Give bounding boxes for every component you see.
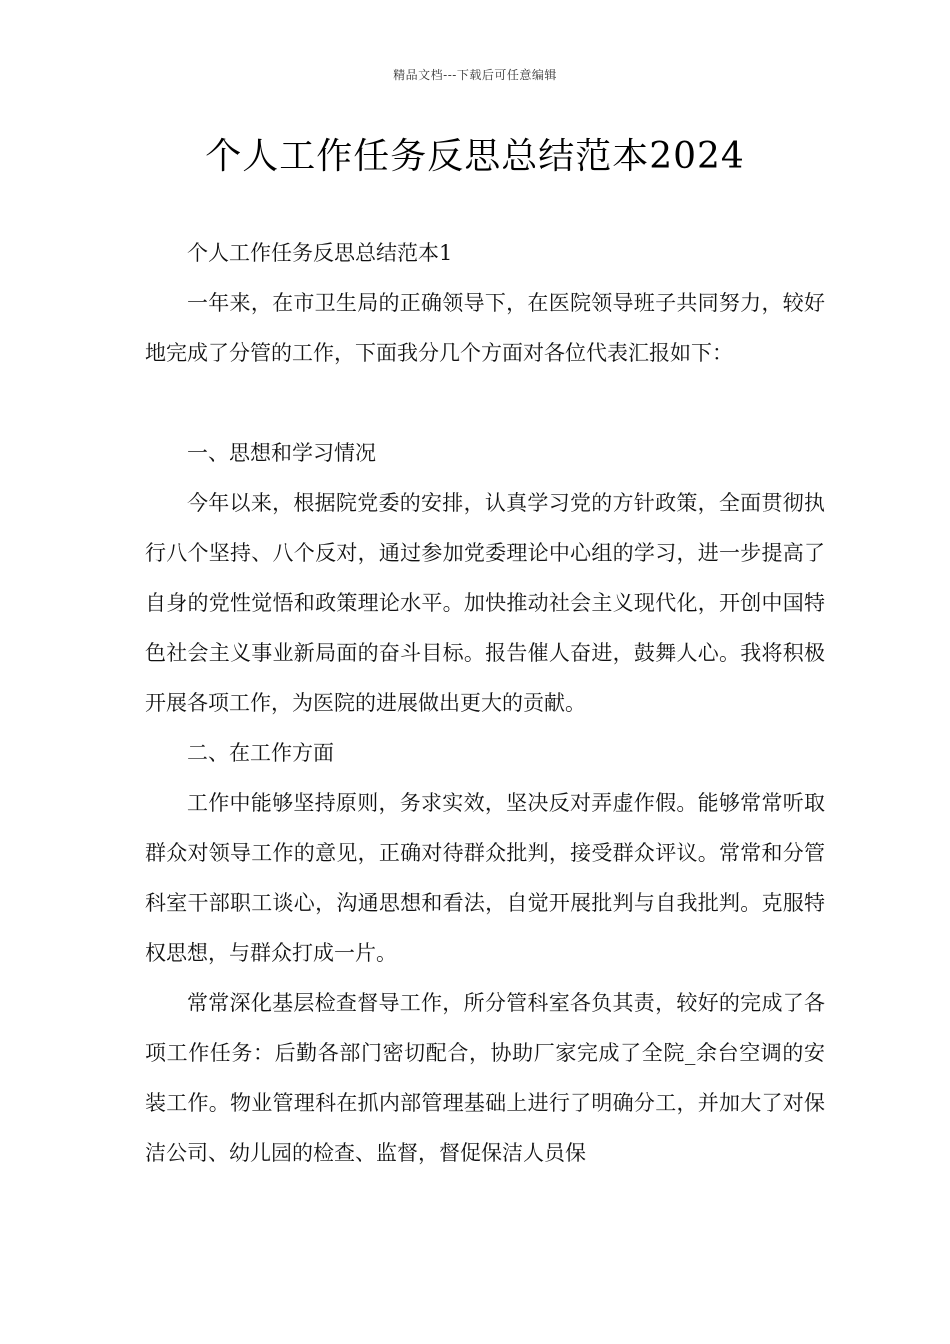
- section-2-paragraph-1: 工作中能够坚持原则，务求实效，坚决反对弄虚作假。能够常常听取群众对领导工作的意见，正确对待群众批判，接受群众评议。常常和分管科室干部职工谈心，沟通思想和看法，自觉开展批判与自我批判。克服特权思想，与群众打成一片。: [145, 791, 825, 965]
- section-1-paragraph: 今年以来，根据院党委的安排，认真学习党的方针政策，全面贯彻执行八个坚持、八个反对，通过参加党委理论中心组的学习，进一步提高了自身的党性觉悟和政策理论水平。加快推动社会主义现代化，开创中国特色社会主义事业新局面的奋斗目标。报告催人奋进，鼓舞人心。我将积极开展各项工作，为医院的进展做出更大的贡献。: [145, 491, 825, 715]
- section-2-paragraph-2: 常常深化基层检查督导工作，所分管科室各负其责，较好的完成了各项工作任务：后勤各部门密切配合，协助厂家完成了全院_余台空调的安装工作。物业管理科在抓内部管理基础上进行了明确分工，并加大了对保洁公司、幼儿园的检查、监督，督促保洁人员保: [145, 991, 825, 1165]
- page-header-note: 精品文档---下载后可任意编辑: [393, 68, 557, 82]
- intro-paragraph: 一年来，在市卫生局的正确领导下，在医院领导班子共同努力，较好地完成了分管的工作，下面我分几个方面对各位代表汇报如下：: [145, 291, 825, 365]
- document-title: 个人工作任务反思总结范本2024: [205, 136, 745, 177]
- subtitle-paragraph: 个人工作任务反思总结范本1: [187, 241, 453, 265]
- section-heading-1: 一、思想和学习情况: [187, 441, 376, 465]
- blank-line: [145, 378, 825, 428]
- document-body: [145, 228, 825, 1178]
- section-heading-2: 二、在工作方面: [187, 741, 334, 765]
